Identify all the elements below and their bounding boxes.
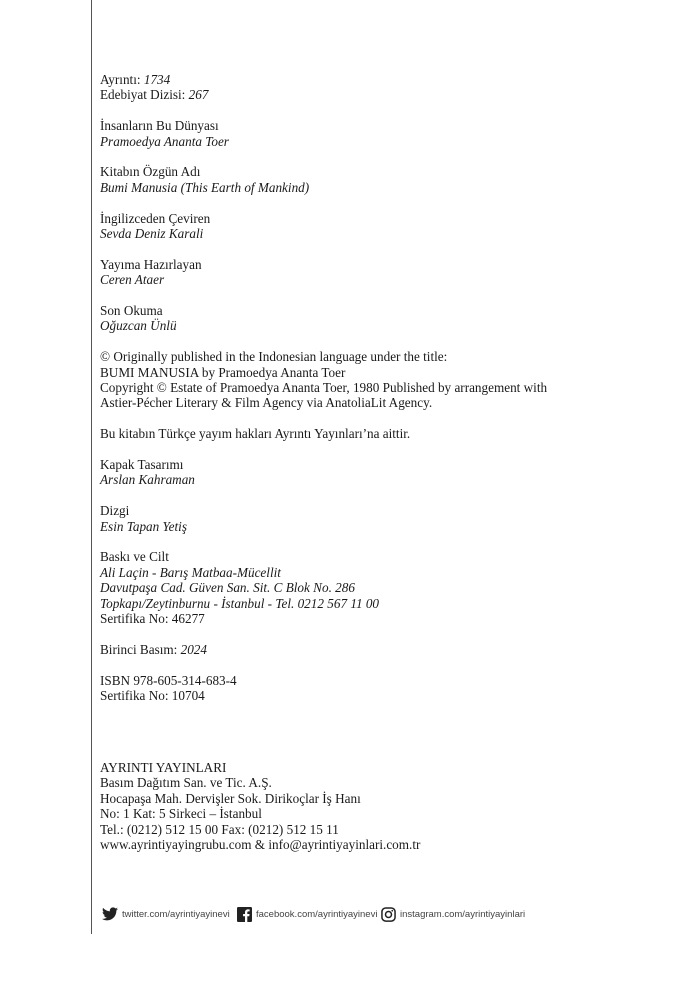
print-line: Davutpaşa Cad. Güven San. Sit. C Blok No. 286 [100, 580, 355, 596]
credit-title [100, 118, 620, 149]
cover-design [100, 457, 620, 488]
edition-label: Birinci Basım: [100, 641, 178, 657]
address-line: Hocapaşa Mah. Dervişler Sok. Dirikoçlar İş Hanı [100, 790, 361, 806]
twitter-handle: twitter.com/ayrintiyayinevi [122, 908, 230, 920]
margin-rule [91, 0, 92, 934]
copyright-notice [100, 349, 620, 411]
credit-value: Pramoedya Ananta Toer [100, 133, 229, 149]
credit-label: Son Okuma [100, 303, 163, 319]
print-binding [100, 549, 620, 626]
isbn: ISBN 978-605-314-683-4 [100, 672, 237, 688]
facebook-link [237, 904, 377, 924]
address-line: Basım Dağıtım San. ve Tic. A.Ş. [100, 775, 272, 791]
isbn-certificate: Sertifika No: 10704 [100, 688, 205, 704]
credit-label: Kitabın Özgün Adı [100, 164, 201, 180]
facebook-icon [237, 907, 252, 922]
rights-text: Bu kitabın Türkçe yayım hakları Ayrıntı Yayınları’na aittir. [100, 426, 411, 442]
print-line: Ali Laçin - Barış Matbaa-Mücellit [100, 564, 281, 580]
credit-label: Yayıma Hazırlayan [100, 256, 202, 272]
series-no: 267 [188, 87, 209, 103]
web-email: www.ayrintiyayingrubu.com & info@ayrintiyayinlari.com.tr [100, 837, 421, 853]
address-line: No: 1 Kat: 5 Sirkeci – İstanbul [100, 806, 262, 822]
rights-notice [100, 426, 620, 441]
credit-value: Oğuzcan Ünlü [100, 318, 177, 334]
facebook-handle: facebook.com/ayrintiyayinevi [256, 908, 378, 920]
typeset-value: Esin Tapan Yetiş [100, 518, 187, 534]
series-label: Edebiyat Dizisi: [100, 87, 186, 103]
publisher-name: AYRINTI YAYINLARI [100, 760, 227, 775]
print-line: Topkapı/Zeytinburnu - İstanbul - Tel. 0212 567 11 00 [100, 595, 380, 611]
copyright-line: © Originally published in the Indonesian language under the title: [100, 349, 448, 365]
credit-label: İnsanların Bu Dünyası [100, 118, 219, 134]
instagram-handle: instagram.com/ayrintiyayinlari [400, 908, 526, 920]
cover-label: Kapak Tasarımı [100, 457, 184, 473]
first-edition [100, 642, 620, 657]
print-label: Baskı ve Cilt [100, 549, 169, 565]
publisher-no-label: Ayrıntı: [100, 72, 141, 87]
typesetting [100, 503, 620, 534]
imprint-content [100, 72, 620, 719]
instagram-icon [381, 907, 396, 922]
credit-translator [100, 211, 620, 242]
twitter-icon [102, 907, 118, 921]
credit-label: İngilizceden Çeviren [100, 210, 211, 226]
copyright-line: Copyright © Estate of Pramoedya Ananta Toer, 1980 Published by arrangement with [100, 380, 548, 396]
series-info [100, 72, 620, 103]
credit-proofreader [100, 303, 620, 334]
publisher-no: 1734 [143, 72, 171, 87]
typeset-label: Dizgi [100, 503, 130, 519]
phone-fax: Tel.: (0212) 512 15 00 Fax: (0212) 512 15 11 [100, 821, 339, 837]
print-certificate: Sertifika No: 46277 [100, 611, 205, 627]
credit-value: Sevda Deniz Karali [100, 226, 204, 242]
publisher-address [100, 760, 420, 852]
copyright-line: BUMI MANUSIA by Pramoedya Ananta Toer [100, 364, 346, 380]
credit-editor [100, 257, 620, 288]
twitter-link [102, 904, 230, 924]
isbn-block [100, 673, 620, 704]
credit-value: Ceren Ataer [100, 272, 165, 288]
credit-value: Bumi Manusia (This Earth of Mankind) [100, 179, 310, 195]
instagram-link [381, 904, 525, 924]
credit-original-title [100, 164, 620, 195]
edition-year: 2024 [180, 641, 207, 657]
copyright-line: Astier-Pécher Literary & Film Agency via AnatoliaLit Agency. [100, 395, 433, 411]
cover-value: Arslan Kahraman [100, 472, 195, 488]
